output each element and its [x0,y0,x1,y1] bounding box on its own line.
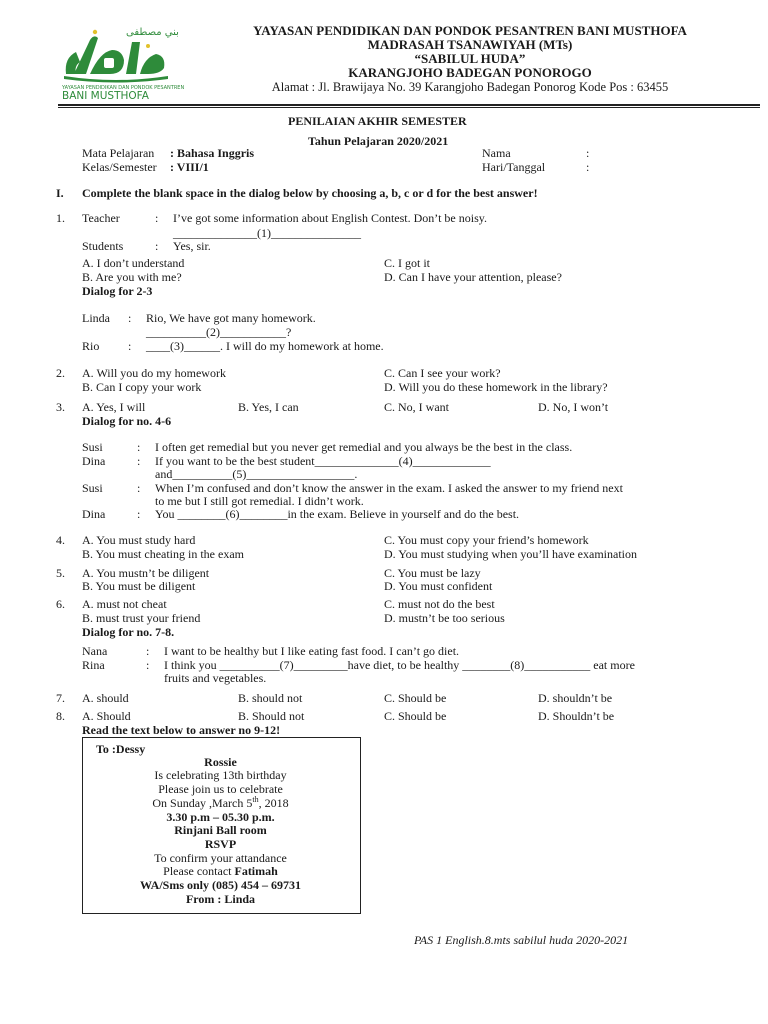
logo-arabic-text: بني مصطفى [126,27,179,38]
dialog-colon: : [155,211,159,225]
option-d: D. You must studying when you’ll have examination [384,547,637,561]
dialog-colon: : [128,311,132,325]
date-label: Hari/Tanggal [482,160,546,174]
dialog-heading: Dialog for 2-3 [82,284,153,298]
option-c: C. You must copy your friend’s homework [384,533,589,547]
option-a: A. You mustn’t be diligent [82,566,210,580]
date-colon: : [586,160,590,174]
dialog-blank: __________(2)___________? [146,325,292,339]
school-location: KARANGJOHO BADEGAN PONOROGO [348,65,592,80]
dialog-line: fruits and vegetables. [164,671,267,685]
dialog-speaker: Linda [82,311,110,325]
option-d: D. Shouldn’t be [538,709,615,723]
foundation-name: YAYASAN PENDIDIKAN DAN PONDOK PESANTREN BANI MUSTHOFA [253,23,687,38]
option-b: B. You must cheating in the exam [82,547,244,561]
dialog-colon: : [128,339,132,353]
section-instruction: Complete the blank space in the dialog below by choosing a, b, c or d for the best answer! [82,186,538,200]
school-name: “SABILUL HUDA” [414,51,526,66]
dialog-line: Yes, sir. [173,239,211,253]
question-number: 1. [56,211,65,225]
subject-value: : Bahasa Inggris [170,146,255,160]
dialog-speaker: Dina [82,507,106,521]
option-c: C. Should be [384,709,447,723]
invitation-to: To :Dessy [96,742,146,756]
dialog-line: I’ve got some information about English Contest. Don’t be noisy. [173,211,487,225]
invitation-host: Rossie [204,755,237,769]
dialog-line: I think you __________(7)_________have diet, to be healthy ________(8)___________ eat more [164,658,635,672]
option-a: A. Should [82,709,131,723]
question-number: 2. [56,366,65,380]
question-number: 8. [56,709,65,723]
option-b: B. Are you with me? [82,270,182,284]
option-a: A. should [82,691,129,705]
dialog-speaker: Rio [82,339,100,353]
invitation-time: 3.30 p.m – 05.30 p.m. [166,810,275,824]
option-a: A. must not cheat [82,597,167,611]
dialog-line: If you want to be the best student______________(4)_____________ [155,454,491,468]
name-colon: : [586,146,590,160]
option-d: D. shouldn’t be [538,691,613,705]
school-address: Alamat : Jl. Brawijaya No. 39 Karangjoho Badegan Ponorog Kode Pos : 63455 [271,80,669,94]
question-number: 5. [56,566,65,580]
dialog-speaker: Teacher [82,211,120,225]
dialog-line: and__________(5)__________________. [155,467,358,481]
invitation-rsvp: RSVP [204,837,237,851]
option-b: B. Should not [238,709,305,723]
dialog-colon: : [155,239,159,253]
dialog-colon: : [146,644,150,658]
option-c: C. Can I see your work? [384,366,501,380]
invitation-phone: WA/Sms only (085) 454 – 69731 [139,878,301,892]
dialog-line: You ________(6)________in the exam. Believe in yourself and do the best. [155,507,520,521]
dialog-heading: Dialog for no. 7-8. [82,625,175,639]
option-b: B. must trust your friend [82,611,201,625]
dialog-heading: Dialog for no. 4-6 [82,414,172,428]
option-b: B. Can I copy your work [82,380,202,394]
logo-caption-small: YAYASAN PENDIDIKAN DAN PONDOK PESANTREN [62,85,185,91]
class-label: Kelas/Semester [82,160,157,174]
option-d: D. mustn’t be too serious [384,611,505,625]
option-d: D. Can I have your attention, please? [384,270,562,284]
reading-instruction: Read the text below to answer no 9-12! [82,723,281,737]
question-number: 6. [56,597,65,611]
dialog-line: I want to be healthy but I like eating fast food. I can’t go diet. [164,644,460,658]
option-a: A. You must study hard [82,533,196,547]
dialog-colon: : [137,440,141,454]
page-footer: PAS 1 English.8.mts sabilul huda 2020-2021 [414,933,629,947]
name-label: Nama [482,146,511,160]
question-number: 3. [56,400,65,414]
dialog-line: Rio, We have got many homework. [146,311,316,325]
dialog-colon: : [137,481,141,495]
dialog-speaker: Susi [82,481,103,495]
dialog-speaker: Susi [82,440,103,454]
option-d: D. Will you do these homework in the library? [384,380,608,394]
dialog-line: to me but I still got remedial. I didn’t work. [155,494,364,508]
option-c: C. You must be lazy [384,566,481,580]
dialog-colon: : [137,454,141,468]
dialog-speaker: Nana [82,644,108,658]
option-d: D. You must confident [384,579,493,593]
option-b: B. should not [238,691,303,705]
question-number: 7. [56,691,65,705]
dialog-speaker: Students [82,239,124,253]
option-c: C. I got it [384,256,431,270]
dialog-speaker: Dina [82,454,106,468]
option-a: A. Yes, I will [82,400,146,414]
option-a: A. I don’t understand [82,256,185,270]
subject-label: Mata Pelajaran [82,146,155,160]
dialog-line: ____(3)______. I will do my homework at home. [146,339,384,353]
invitation-line: To confirm your attandance [154,851,287,865]
invitation-contact: Please contact Fatimah [163,864,278,878]
dialog-colon: : [137,507,141,521]
logo-caption-big: BANI MUSTHOFA [62,90,149,102]
header-divider-thin [58,107,760,108]
class-value: : VIII/1 [170,160,209,174]
dialog-blank: ______________(1)_______________ [173,226,361,240]
option-a: A. Will you do my homework [82,366,226,380]
school-type: MADRASAH TSANAWIYAH (MTs) [367,37,573,52]
option-b: B. Yes, I can [238,400,299,414]
exam-title: PENILAIAN AKHIR SEMESTER [288,114,467,128]
dialog-colon: : [146,658,150,672]
invitation-line: Please join us to celebrate [158,782,283,796]
option-d: D. No, I won’t [538,400,609,414]
invitation-line: Is celebrating 13th birthday [154,768,287,782]
header-divider-thick [58,104,760,106]
invitation-date: On Sunday ,March 5th, 2018 [152,795,289,810]
invitation-place: Rinjani Ball room [174,823,267,837]
dialog-speaker: Rina [82,658,105,672]
academic-year: Tahun Pelajaran 2020/2021 [308,134,449,148]
school-logo [60,22,185,102]
section-number: I. [56,186,64,200]
option-c: C. must not do the best [384,597,495,611]
option-c: C. No, I want [384,400,449,414]
invitation-from: From : Linda [185,892,256,906]
dialog-line: I often get remedial but you never get remedial and you always be the best in the class. [155,440,573,454]
dialog-line: When I’m confused and don’t know the answer in the exam. I asked the answer to my friend next [155,481,623,495]
option-c: C. Should be [384,691,447,705]
question-number: 4. [56,533,65,547]
option-b: B. You must be diligent [82,579,196,593]
